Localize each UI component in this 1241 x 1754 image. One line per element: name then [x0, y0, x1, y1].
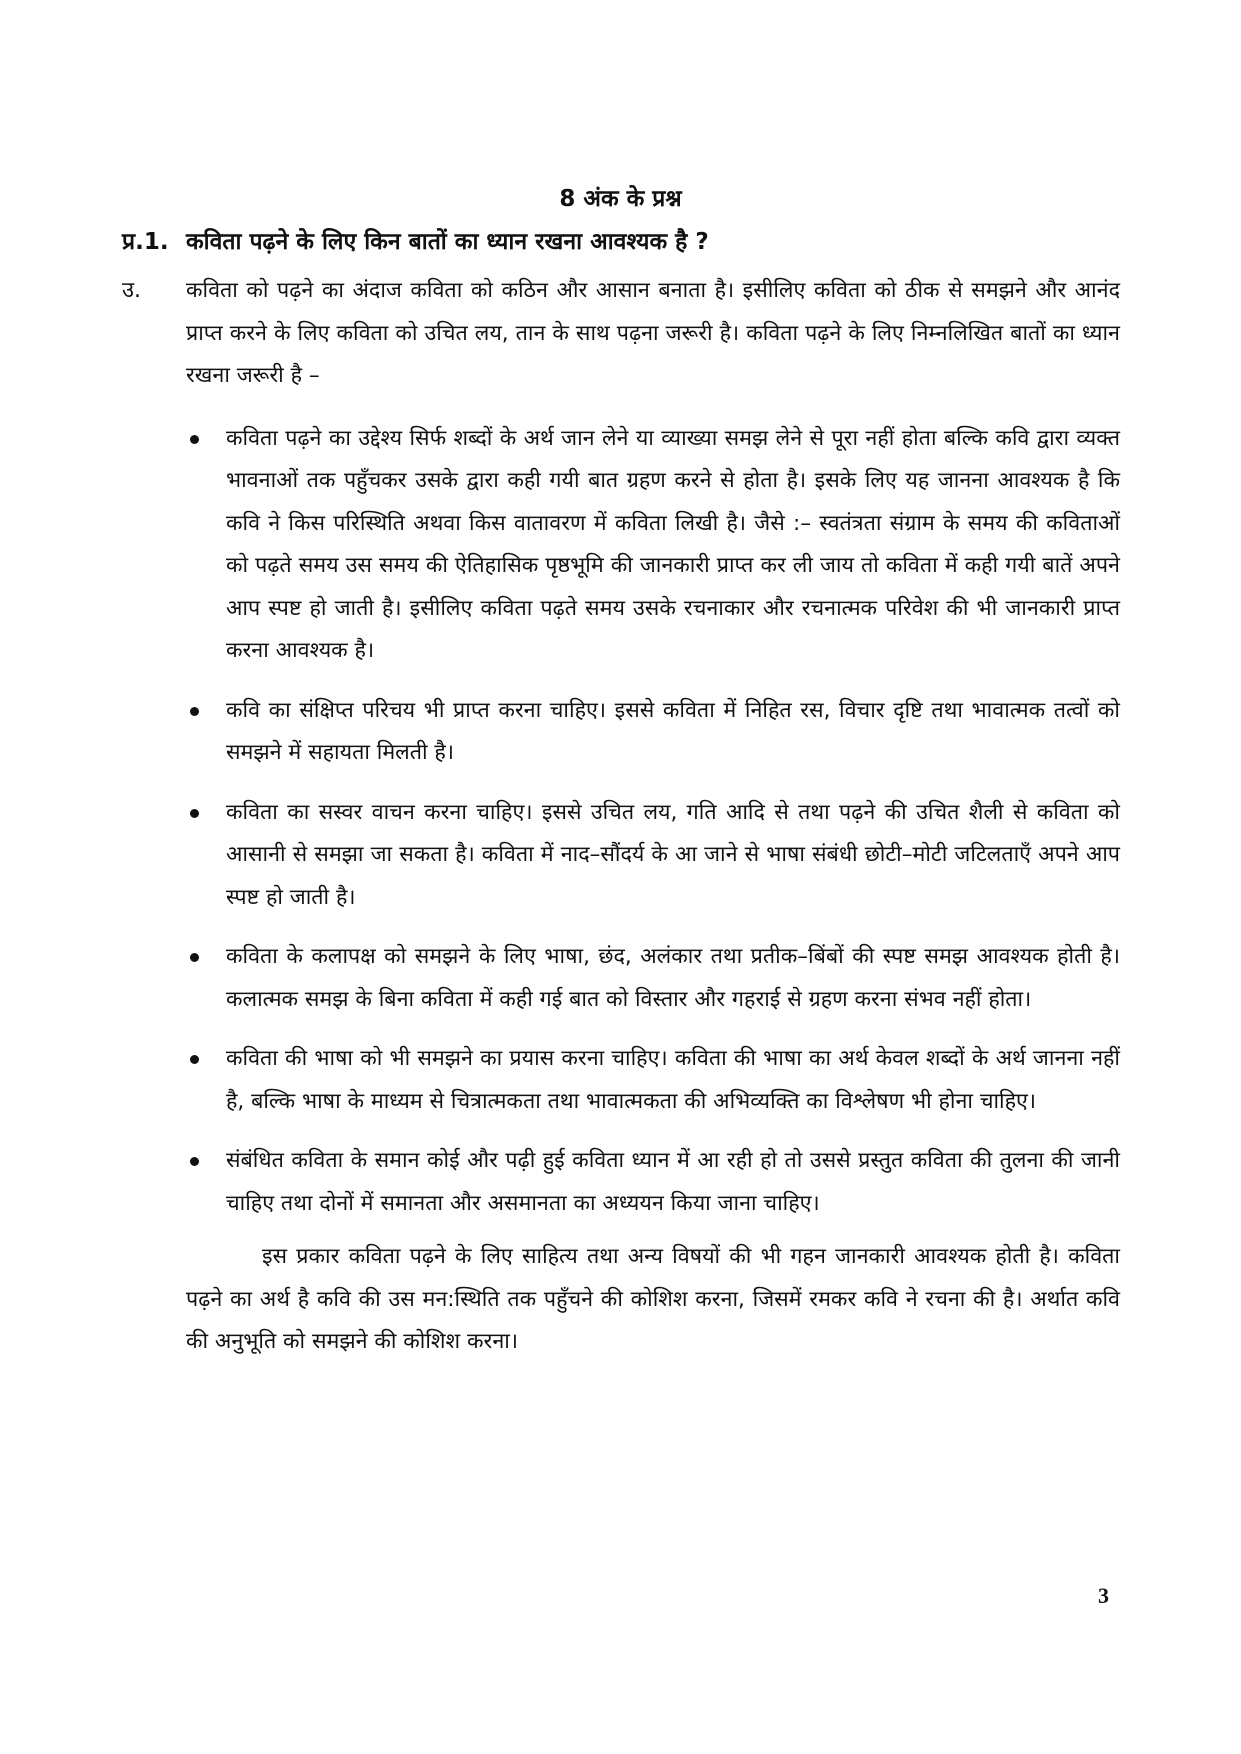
list-item-text: कविता का सस्वर वाचन करना चाहिए। इससे उचित लय, गति आदि से तथा पढ़ने की उचित शैली से कविता को आसानी से समझा जा सकता है। कविता में नाद–सौंदर्य के आ जाने से भाषा संबंधी छोटी–मोटी जटिलताएँ अपने आप स्पष्ट हो जाती है। [226, 799, 1120, 910]
bullet-icon [190, 1157, 199, 1166]
list-item [186, 936, 1120, 1021]
list-item-text: कविता के कलापक्ष को समझने के लिए भाषा, छंद, अलंकार तथा प्रतीक–बिंबों की स्पष्ट समझ आवश्यक होती है। कलात्मक समझ के बिना कविता में कही गई बात को विस्तार और गहराई से ग्रहण करना संभव नहीं होता। [226, 944, 1120, 1012]
bullet-icon [190, 707, 199, 716]
answer-body [186, 270, 1120, 1364]
page-number: 3 [1098, 1583, 1109, 1608]
list-item-text: कविता पढ़ने का उद्देश्य सिर्फ शब्दों के अर्थ जान लेने या व्याख्या समझ लेने से पूरा नहीं होता बल्कि कवि द्वारा व्यक्त भावनाओं तक पहुँचकर उसके द्वारा कही गयी बात ग्रहण करने से होता है। इसके लिए यह जानना आवश्यक है कि कवि ने किस परिस्थिति अथवा किस वातावरण में कविता लिखी है। जैसे :– स्वतंत्रता संग्राम के समय की कविताओं को पढ़ते समय उस समय की ऐतिहासिक पृष्ठभूमि की जानकारी प्राप्त कर ली जाय तो कविता में कही गयी बातें अपने आप स्पष्ट हो जाती है। इसीलिए कविता पढ़ते समय उसके रचनाकार और रचनात्मक परिवेश की भी जानकारी प्राप्त करना आवश्यक है। [226, 425, 1120, 663]
list-item-text: कवि का संक्षिप्त परिचय भी प्राप्त करना चाहिए। इससे कविता में निहित रस, विचार दृष्टि तथा भावात्मक तत्वों को समझने में सहायता मिलती है। [226, 697, 1120, 765]
list-item [186, 1140, 1120, 1225]
section-heading: 8 अंक के प्रश्न [559, 186, 682, 212]
answer-number: उ. [122, 278, 142, 303]
list-item [186, 1038, 1120, 1123]
answer-conclusion: इस प्रकार कविता पढ़ने के लिए साहित्य तथा अन्य विषयों की भी गहन जानकारी आवश्यक होती है। कविता पढ़ने का अर्थ है कवि की उस मन:स्थिति तक पहुँचने की कोशिश करना, जिसमें रमकर कवि ने रचना की है। अर्थात कवि की अनुभूति को समझने की कोशिश करना। [186, 1244, 1120, 1354]
bullet-icon [190, 435, 199, 444]
bullet-icon [190, 953, 199, 962]
question-text: कविता पढ़ने के लिए किन बातों का ध्यान रखना आवश्यक है ? [186, 229, 709, 255]
bullet-icon [190, 1055, 199, 1064]
answer-intro: कविता को पढ़ने का अंदाज कविता को कठिन और आसान बनाता है। इसीलिए कविता को ठीक से समझने और आनंद प्राप्त करने के लिए कविता को उचित लय, तान के साथ पढ़ना जरूरी है। कविता पढ़ने के लिए निम्नलिखित बातों का ध्यान रखना जरूरी है – [186, 278, 1120, 388]
list-item-text: कविता की भाषा को भी समझने का प्रयास करना चाहिए। कविता की भाषा का अर्थ केवल शब्दों के अर्थ जानना नहीं है, बल्कि भाषा के माध्यम से चित्रात्मकता तथा भावात्मकता की अभिव्यक्ति का विश्लेषण भी होना चाहिए। [226, 1046, 1120, 1114]
list-item [186, 792, 1120, 920]
answer-points-list [186, 418, 1120, 1226]
list-item-text: संबंधित कविता के समान कोई और पढ़ी हुई कविता ध्यान में आ रही हो तो उससे प्रस्तुत कविता की तुलना की जानी चाहिए तथा दोनों में समानता और असमानता का अध्ययन किया जाना चाहिए। [226, 1148, 1120, 1216]
bullet-icon [190, 809, 199, 818]
question-number: प्र.1. [122, 229, 169, 255]
list-item [186, 690, 1120, 775]
list-item [186, 418, 1120, 673]
